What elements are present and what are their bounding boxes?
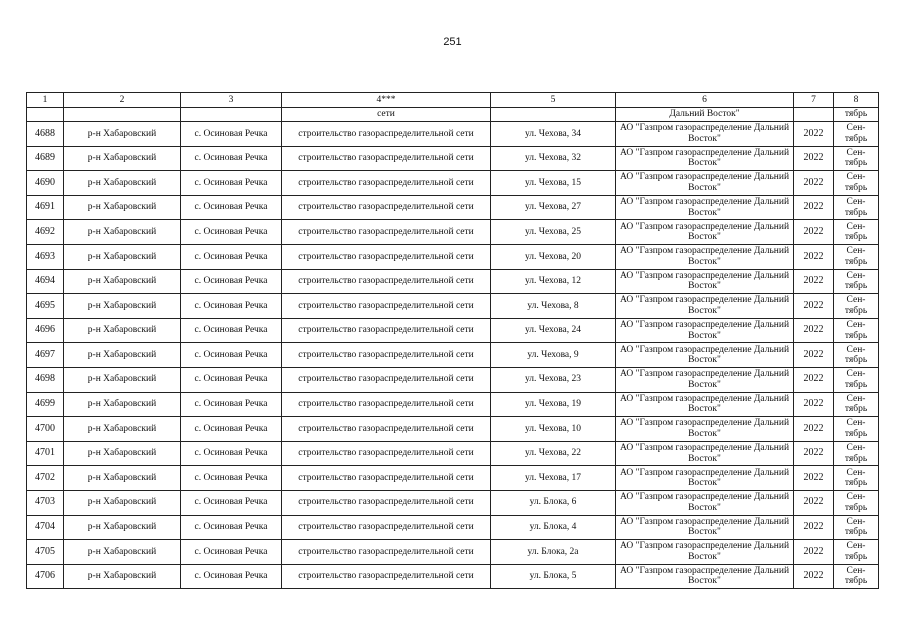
work-type-cell: строительство газораспределительной сети — [282, 441, 491, 466]
address-cell: ул. Чехова, 25 — [491, 220, 616, 245]
table-row — [27, 417, 879, 442]
table-row — [27, 515, 879, 540]
district-cell: р-н Хабаровский — [64, 171, 181, 196]
month-cell: Сен-тябрь — [834, 146, 879, 171]
work-type-cell: строительство газораспределительной сети — [282, 466, 491, 491]
district-cell: р-н Хабаровский — [64, 490, 181, 515]
address-cell: ул. Чехова, 17 — [491, 466, 616, 491]
organization-cell: АО "Газпром газораспределение Дальний Восток" — [616, 367, 794, 392]
organization-cell: АО "Газпром газораспределение Дальний Восток" — [616, 540, 794, 565]
work-type-cell: строительство газораспределительной сети — [282, 392, 491, 417]
header-cell: 3 — [181, 93, 282, 108]
year-cell: 2022 — [794, 490, 834, 515]
year-cell: 2022 — [794, 540, 834, 565]
year-cell: 2022 — [794, 318, 834, 343]
month-cell: Сен-тябрь — [834, 490, 879, 515]
month-cell: Сен-тябрь — [834, 171, 879, 196]
continuation-cell — [64, 108, 181, 122]
table-row — [27, 540, 879, 565]
table-row — [27, 146, 879, 171]
year-cell: 2022 — [794, 122, 834, 147]
row-number-cell: 4704 — [27, 515, 64, 540]
year-cell: 2022 — [794, 417, 834, 442]
header-cell: 4*** — [282, 93, 491, 108]
work-type-cell: строительство газораспределительной сети — [282, 146, 491, 171]
organization-cell: АО "Газпром газораспределение Дальний Восток" — [616, 392, 794, 417]
month-cell: Сен-тябрь — [834, 269, 879, 294]
month-cell: Сен-тябрь — [834, 122, 879, 147]
work-type-cell: строительство газораспределительной сети — [282, 417, 491, 442]
settlement-cell: с. Осиновая Речка — [181, 195, 282, 220]
continuation-cell — [27, 108, 64, 122]
organization-cell: АО "Газпром газораспределение Дальний Восток" — [616, 220, 794, 245]
address-cell: ул. Чехова, 19 — [491, 392, 616, 417]
year-cell: 2022 — [794, 466, 834, 491]
organization-cell: АО "Газпром газораспределение Дальний Восток" — [616, 146, 794, 171]
address-cell: ул. Чехова, 9 — [491, 343, 616, 368]
settlement-cell: с. Осиновая Речка — [181, 417, 282, 442]
work-type-cell: строительство газораспределительной сети — [282, 294, 491, 319]
district-cell: р-н Хабаровский — [64, 318, 181, 343]
organization-cell: АО "Газпром газораспределение Дальний Восток" — [616, 195, 794, 220]
year-cell: 2022 — [794, 392, 834, 417]
month-cell: Сен-тябрь — [834, 367, 879, 392]
settlement-cell: с. Осиновая Речка — [181, 171, 282, 196]
continuation-cell — [794, 108, 834, 122]
row-number-cell: 4697 — [27, 343, 64, 368]
organization-cell: АО "Газпром газораспределение Дальний Восток" — [616, 490, 794, 515]
year-cell: 2022 — [794, 343, 834, 368]
month-cell: Сен-тябрь — [834, 540, 879, 565]
organization-cell: АО "Газпром газораспределение Дальний Восток" — [616, 269, 794, 294]
page-number: 251 — [443, 36, 462, 48]
header-cell: 8 — [834, 93, 879, 108]
month-cell: Сен-тябрь — [834, 392, 879, 417]
work-type-cell: строительство газораспределительной сети — [282, 122, 491, 147]
table-row — [27, 318, 879, 343]
year-cell: 2022 — [794, 564, 834, 589]
month-cell: Сен-тябрь — [834, 466, 879, 491]
organization-cell: АО "Газпром газораспределение Дальний Восток" — [616, 441, 794, 466]
settlement-cell: с. Осиновая Речка — [181, 343, 282, 368]
year-cell: 2022 — [794, 441, 834, 466]
address-cell: ул. Блока, 5 — [491, 564, 616, 589]
row-number-cell: 4689 — [27, 146, 64, 171]
month-cell: Сен-тябрь — [834, 244, 879, 269]
table-row — [27, 171, 879, 196]
settlement-cell: с. Осиновая Речка — [181, 392, 282, 417]
settlement-cell: с. Осиновая Речка — [181, 490, 282, 515]
row-number-cell: 4699 — [27, 392, 64, 417]
year-cell: 2022 — [794, 294, 834, 319]
continuation-row — [27, 108, 879, 122]
row-number-cell: 4705 — [27, 540, 64, 565]
district-cell: р-н Хабаровский — [64, 441, 181, 466]
month-cell: Сен-тябрь — [834, 441, 879, 466]
table-row — [27, 367, 879, 392]
organization-cell: АО "Газпром газораспределение Дальний Восток" — [616, 294, 794, 319]
settlement-cell: с. Осиновая Речка — [181, 367, 282, 392]
row-number-cell: 4693 — [27, 244, 64, 269]
header-cell: 1 — [27, 93, 64, 108]
district-cell: р-н Хабаровский — [64, 466, 181, 491]
work-type-cell: строительство газораспределительной сети — [282, 540, 491, 565]
header-row — [27, 93, 879, 108]
settlement-cell: с. Осиновая Речка — [181, 294, 282, 319]
organization-cell: АО "Газпром газораспределение Дальний Восток" — [616, 466, 794, 491]
settlement-cell: с. Осиновая Речка — [181, 441, 282, 466]
month-cell: Сен-тябрь — [834, 220, 879, 245]
work-type-cell: строительство газораспределительной сети — [282, 220, 491, 245]
row-number-cell: 4696 — [27, 318, 64, 343]
address-cell: ул. Чехова, 15 — [491, 171, 616, 196]
district-cell: р-н Хабаровский — [64, 564, 181, 589]
address-cell: ул. Чехова, 10 — [491, 417, 616, 442]
row-number-cell: 4706 — [27, 564, 64, 589]
work-type-cell: строительство газораспределительной сети — [282, 515, 491, 540]
address-cell: ул. Блока, 6 — [491, 490, 616, 515]
organization-cell: АО "Газпром газораспределение Дальний Восток" — [616, 343, 794, 368]
organization-cell: АО "Газпром газораспределение Дальний Восток" — [616, 515, 794, 540]
address-cell: ул. Чехова, 8 — [491, 294, 616, 319]
month-cell: Сен-тябрь — [834, 195, 879, 220]
address-cell: ул. Чехова, 20 — [491, 244, 616, 269]
table-row — [27, 294, 879, 319]
year-cell: 2022 — [794, 195, 834, 220]
organization-cell: АО "Газпром газораспределение Дальний Восток" — [616, 244, 794, 269]
district-cell: р-н Хабаровский — [64, 195, 181, 220]
row-number-cell: 4692 — [27, 220, 64, 245]
data-table — [26, 92, 879, 589]
row-number-cell: 4703 — [27, 490, 64, 515]
table-row — [27, 244, 879, 269]
district-cell: р-н Хабаровский — [64, 515, 181, 540]
table-row — [27, 392, 879, 417]
table-row — [27, 220, 879, 245]
settlement-cell: с. Осиновая Речка — [181, 244, 282, 269]
organization-cell: АО "Газпром газораспределение Дальний Восток" — [616, 564, 794, 589]
continuation-cell: Дальний Восток" — [616, 108, 794, 122]
address-cell: ул. Чехова, 22 — [491, 441, 616, 466]
settlement-cell: с. Осиновая Речка — [181, 146, 282, 171]
header-cell: 2 — [64, 93, 181, 108]
row-number-cell: 4688 — [27, 122, 64, 147]
settlement-cell: с. Осиновая Речка — [181, 269, 282, 294]
table-row — [27, 343, 879, 368]
settlement-cell: с. Осиновая Речка — [181, 564, 282, 589]
table-row — [27, 122, 879, 147]
month-cell: Сен-тябрь — [834, 417, 879, 442]
address-cell: ул. Чехова, 34 — [491, 122, 616, 147]
month-cell: Сен-тябрь — [834, 318, 879, 343]
settlement-cell: с. Осиновая Речка — [181, 122, 282, 147]
address-cell: ул. Чехова, 24 — [491, 318, 616, 343]
year-cell: 2022 — [794, 146, 834, 171]
district-cell: р-н Хабаровский — [64, 417, 181, 442]
row-number-cell: 4695 — [27, 294, 64, 319]
continuation-cell: тябрь — [834, 108, 879, 122]
district-cell: р-н Хабаровский — [64, 294, 181, 319]
organization-cell: АО "Газпром газораспределение Дальний Восток" — [616, 171, 794, 196]
month-cell: Сен-тябрь — [834, 515, 879, 540]
header-cell: 5 — [491, 93, 616, 108]
row-number-cell: 4702 — [27, 466, 64, 491]
continuation-cell — [491, 108, 616, 122]
settlement-cell: с. Осиновая Речка — [181, 220, 282, 245]
district-cell: р-н Хабаровский — [64, 367, 181, 392]
district-cell: р-н Хабаровский — [64, 343, 181, 368]
work-type-cell: строительство газораспределительной сети — [282, 171, 491, 196]
settlement-cell: с. Осиновая Речка — [181, 466, 282, 491]
row-number-cell: 4694 — [27, 269, 64, 294]
row-number-cell: 4690 — [27, 171, 64, 196]
year-cell: 2022 — [794, 244, 834, 269]
table-row — [27, 564, 879, 589]
header-cell: 6 — [616, 93, 794, 108]
organization-cell: АО "Газпром газораспределение Дальний Восток" — [616, 318, 794, 343]
year-cell: 2022 — [794, 171, 834, 196]
row-number-cell: 4698 — [27, 367, 64, 392]
district-cell: р-н Хабаровский — [64, 392, 181, 417]
work-type-cell: строительство газораспределительной сети — [282, 367, 491, 392]
address-cell: ул. Блока, 4 — [491, 515, 616, 540]
work-type-cell: строительство газораспределительной сети — [282, 343, 491, 368]
row-number-cell: 4701 — [27, 441, 64, 466]
work-type-cell: строительство газораспределительной сети — [282, 244, 491, 269]
table-row — [27, 490, 879, 515]
year-cell: 2022 — [794, 220, 834, 245]
address-cell: ул. Чехова, 27 — [491, 195, 616, 220]
organization-cell: АО "Газпром газораспределение Дальний Восток" — [616, 122, 794, 147]
month-cell: Сен-тябрь — [834, 343, 879, 368]
address-cell: ул. Чехова, 32 — [491, 146, 616, 171]
district-cell: р-н Хабаровский — [64, 244, 181, 269]
address-cell: ул. Чехова, 12 — [491, 269, 616, 294]
district-cell: р-н Хабаровский — [64, 122, 181, 147]
header-cell: 7 — [794, 93, 834, 108]
address-cell: ул. Чехова, 23 — [491, 367, 616, 392]
work-type-cell: строительство газораспределительной сети — [282, 564, 491, 589]
address-cell: ул. Блока, 2а — [491, 540, 616, 565]
row-number-cell: 4691 — [27, 195, 64, 220]
district-cell: р-н Хабаровский — [64, 220, 181, 245]
continuation-cell: сети — [282, 108, 491, 122]
settlement-cell: с. Осиновая Речка — [181, 515, 282, 540]
table-row — [27, 195, 879, 220]
work-type-cell: строительство газораспределительной сети — [282, 269, 491, 294]
work-type-cell: строительство газораспределительной сети — [282, 490, 491, 515]
settlement-cell: с. Осиновая Речка — [181, 318, 282, 343]
work-type-cell: строительство газораспределительной сети — [282, 195, 491, 220]
year-cell: 2022 — [794, 269, 834, 294]
table-row — [27, 441, 879, 466]
district-cell: р-н Хабаровский — [64, 540, 181, 565]
row-number-cell: 4700 — [27, 417, 64, 442]
continuation-cell — [181, 108, 282, 122]
settlement-cell: с. Осиновая Речка — [181, 540, 282, 565]
organization-cell: АО "Газпром газораспределение Дальний Восток" — [616, 417, 794, 442]
month-cell: Сен-тябрь — [834, 294, 879, 319]
month-cell: Сен-тябрь — [834, 564, 879, 589]
district-cell: р-н Хабаровский — [64, 146, 181, 171]
year-cell: 2022 — [794, 515, 834, 540]
table-row — [27, 466, 879, 491]
year-cell: 2022 — [794, 367, 834, 392]
work-type-cell: строительство газораспределительной сети — [282, 318, 491, 343]
table-row — [27, 269, 879, 294]
district-cell: р-н Хабаровский — [64, 269, 181, 294]
